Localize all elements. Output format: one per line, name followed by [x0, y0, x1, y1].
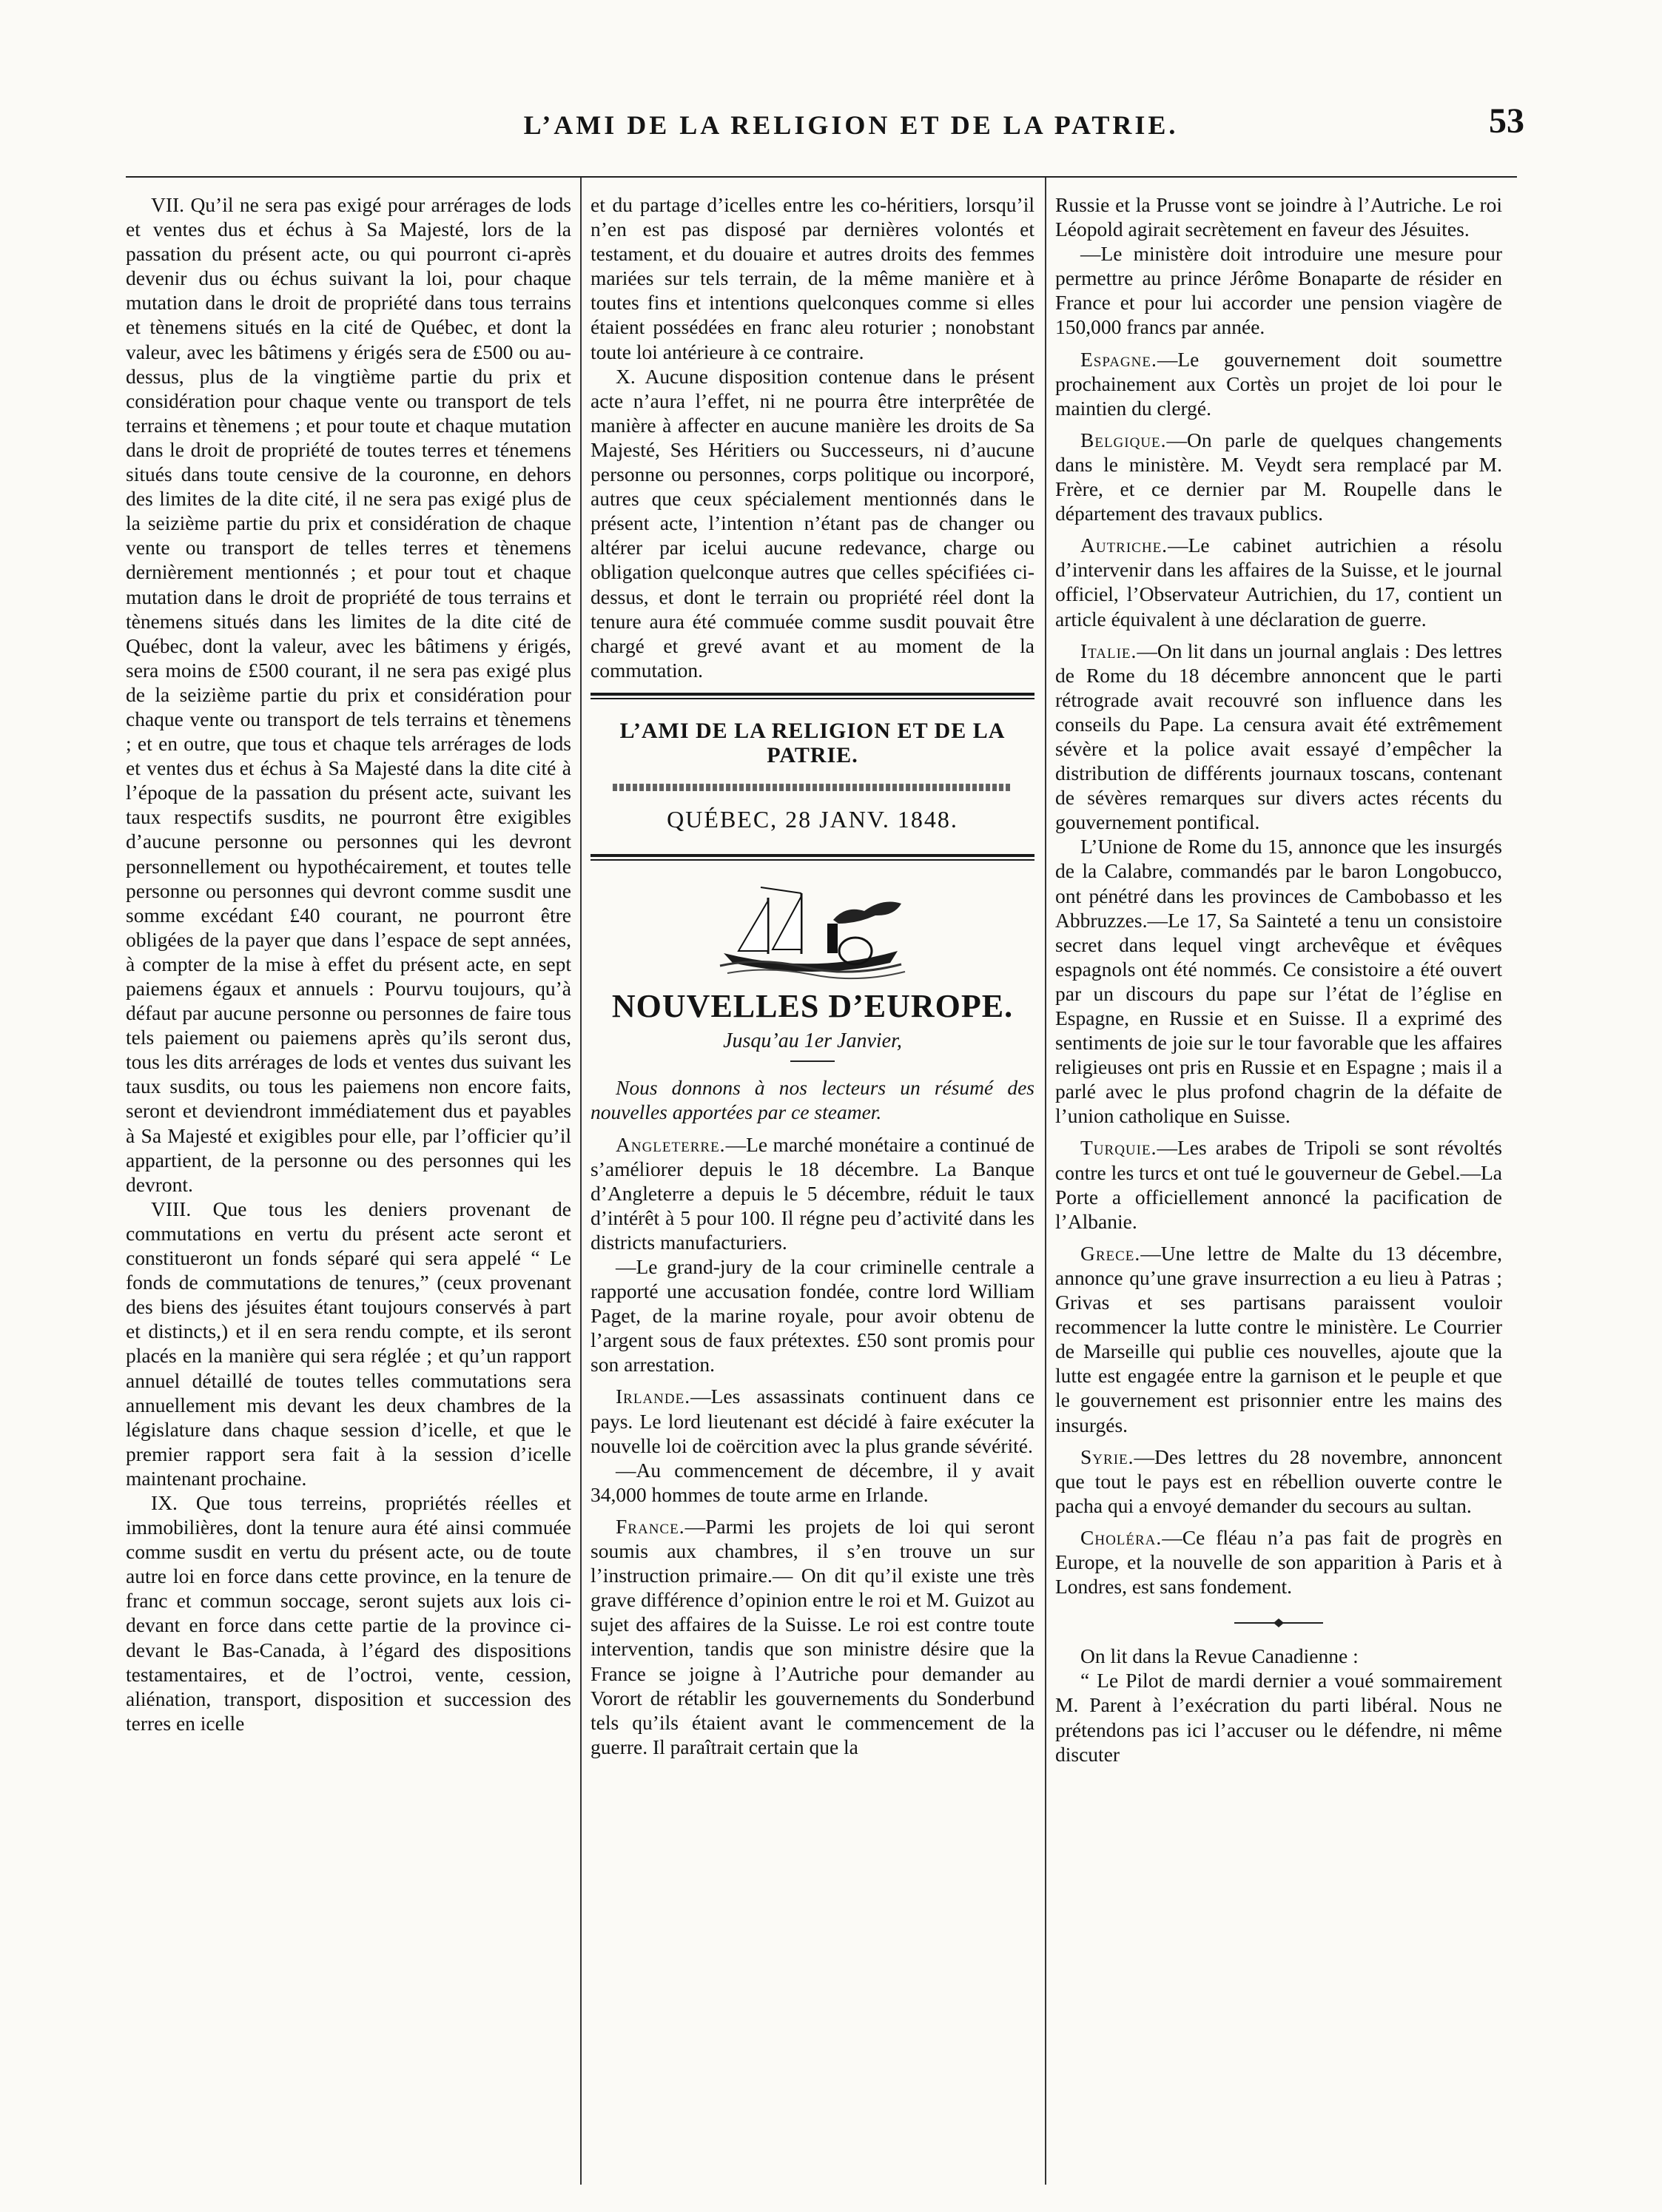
news-text: —Parmi les projets de loi qui seront soumis aux chambres, il s’en trouve un sur l’instruction primaire.— On dit qu’il existe une très grave différence d’opinion entre le roi et M. Guizot au sujet des affaires de la Suisse. Le roi est contre toute intervention, tandis que son ministre désire que la France se joigne à l’Autriche pour demander au Vorort de rétablir les gouvernements du Sonderbund tels qu’ils étaient avant le commencement de la guerre. Il paraîtrait certain que la	[591, 1514, 1034, 1758]
dateline-rule	[591, 854, 1034, 857]
header-rule	[126, 176, 1517, 178]
news-text: —Une lettre de Malte du 13 décembre, annonce qu’une grave insurrection a eu lieu à Patras ; Grivas et ses partisans paraissent vouloir recommencer la lutte contre le ministère. Le Courrier de Marseille qui publie ces nouvelles, ajoute que la lutte est engagée entre la garnison et le peuple et que le gouvernement est prisonnier entre les mains des insurgés.	[1055, 1241, 1502, 1436]
masthead: L’AMI DE LA RELIGION ET DE LA PATRIE.	[619, 718, 1006, 767]
news-text: L’Unione de Rome du 15, annonce que les insurgés de la Calabre, commandés par le baron Longobucco, ont pénétré dans les provinces de Cambobasso et les Abbruzzes.—Le 17, Sa Sainteté a tenu un consistoire secret dans lequel vingt archevêque et évêques espagnols ont été nommés. Ce consistoire a été ouvert par un discours du pape sur l’état de l’église en Espagne, en Russie et en Suisse. Il a exprimé des sentiments de joie sur le tour favorable que les affaires religieuses ont pris en Russie et en Espagne ; mais il a parlé avec le plus profond chagrin de la défaite de l’union catholique en Suisse.	[1055, 835, 1502, 1128]
dateline-rule-thin	[591, 859, 1034, 861]
news-text: —Le ministère doit introduire une mesure pour permettre au prince Jérôme Bonaparte de résider en France et pour lui accorder une pension viagère de 150,000 francs par année.	[1055, 242, 1502, 339]
news-text: —Le cabinet autrichien a résolu d’intervenir dans les affaires de la Suisse, et le journal officiel, l’Observateur Autrichien, du 17, contient un article équivalent à une déclaration de guerre.	[1055, 534, 1502, 631]
country-label: Turquie.	[1080, 1136, 1157, 1160]
column-3	[1055, 192, 1502, 2183]
masthead-rule-top	[591, 693, 1034, 696]
ornament-rule	[1234, 1618, 1323, 1628]
section-short-rule	[790, 1060, 835, 1062]
news-item-espagne	[1055, 347, 1502, 420]
steamship-illustration	[716, 883, 909, 986]
news-text: —Le grand-jury de la cour criminelle centrale a rapporté une accusation fondée, contre lord William Paget, de la marine royale, pour avoir obtenu de l’argent sous de faux prétextes. £50 sont promis pour son arrestation.	[591, 1255, 1034, 1376]
news-text: —Ce fléau n’a pas fait de progrès en Europe, et la nouvelle de son apparition à Paris et à Londres, est sans fondement.	[1055, 1525, 1502, 1599]
country-label: France.	[616, 1514, 685, 1538]
news-item-turquie	[1055, 1135, 1502, 1233]
dateline: QUÉBEC, 28 JANV. 1848.	[667, 806, 958, 833]
news-text: —Des lettres du 28 novembre, annoncent que tout le pays est en rébellion ouverte contre le pacha qui a envoyé demander du secours au sultan.	[1055, 1445, 1502, 1517]
news-text: —Les arabes de Tripoli se sont révoltés contre les turcs et ont tué le gouverneur de Gebel.—La Porte a officiellement annoncé la pacification de l’Albanie.	[1055, 1136, 1502, 1233]
revue-intro: On lit dans la Revue Canadienne :	[1080, 1644, 1359, 1668]
news-text: —Le gouvernement doit soumettre prochainement aux Cortès un projet de loi pour le maintien du clergé.	[1055, 347, 1502, 420]
news-text: Russie et la Prusse vont se joindre à l’Autriche. Le roi Léopold agirait secrètement en faveur des Jésuites.	[1055, 193, 1502, 241]
news-text: —Au commencement de décembre, il y avait 34,000 hommes de toute arme en Irlande.	[591, 1458, 1034, 1506]
running-title: L’AMI DE LA RELIGION ET DE LA PATRIE.	[523, 110, 1179, 140]
news-item-france	[591, 1514, 1034, 1759]
country-label: Syrie.	[1080, 1445, 1134, 1468]
column-rule-2	[1045, 178, 1046, 2185]
news-text: —On parle de quelques changements dans le ministère. M. Veydt sera remplacé par M. Frère, et ce dernier par M. Roupelle dans le département des travaux publics.	[1055, 428, 1502, 525]
news-item-italie	[1055, 639, 1502, 835]
news-item-grece	[1055, 1241, 1502, 1437]
country-label: Irlande.	[616, 1385, 691, 1408]
article-paragraph-ix: IX. Que tous terreins, propriétés réelles et immobilières, dont la tenure aura été ainsi commuée comme susdit en vertu du présent acte, ou de toute autre loi en force dans cette province, en la tenure de franc et commun soccage, seront sujets aux lois ci-devant en force dans cette partie de la province ci-devant le Bas-Canada, à l’égard des dispositions testamentaires, et de l’octroi, vente, cession, aliénation, transport, disposition et succession des terres en icelle	[126, 1490, 571, 1735]
news-intro: Nous donnons à nos lecteurs un résumé des nouvelles apportées par ce steamer.	[591, 1076, 1034, 1124]
news-text: —Les assassinats continuent dans ce pays. Le lord lieutenant est décidé à faire exécuter la nouvelle loi de coërcition avec la plus grande sévérité.	[591, 1385, 1034, 1457]
news-text: —On lit dans un journal anglais : Des lettres de Rome du 18 décembre annoncent que le parti rétrograde avait recouvré son influence dans les conseils du Pape. La censura avait été extrêmement sévère et la police avait essayé d’empêcher la distribution de différents journaux toscans, contenant de sévères remarques sur divers actes récents du gouvernement pontifical.	[1055, 639, 1502, 834]
news-item-irlande	[591, 1384, 1034, 1457]
news-item-irlande-2	[591, 1458, 1034, 1507]
news-item-syrie	[1055, 1445, 1502, 1518]
news-item-angleterre-2	[591, 1254, 1034, 1376]
country-label: Espagne.	[1080, 347, 1157, 371]
section-subtitle: Jusqu’au 1er Janvier,	[723, 1029, 902, 1053]
running-head	[118, 87, 1524, 147]
news-item-continuation	[1055, 192, 1502, 241]
article-paragraph-x: X. Aucune disposition contenue dans le présent acte n’aura l’effet, ni ne pourra être interprêtée de manière à affecter en aucune manière les droits de Sa Majesté, Ses Héritiers ou Successeurs, ni d’aucune personne ou personnes, corps politique ou incorporé, autres que ceux spécialement mentionnés dans le présent acte, l’intention n’étant pas de changer ou altérer par icelui aucune redevance, charge ou obligation quelconque autres que celles spécifiées ci-dessus, et dont le terrain ou propriété réel dont la tenure aura été commuée comme susdit pouvait être chargé et grevé avant et au moment de la commutation.	[591, 364, 1034, 682]
column-2	[591, 192, 1034, 2183]
country-label: Italie.	[1080, 639, 1137, 662]
country-label: Angleterre.	[616, 1132, 726, 1156]
news-item-autriche	[1055, 533, 1502, 631]
country-label: Autriche.	[1080, 534, 1168, 557]
news-item-belgique	[1055, 428, 1502, 525]
article-continuation: et du partage d’icelles entre les co-héritiers, lorsqu’il n’en est pas disposé par dernières volontés et testament, et du douaire et autres droits des femmes mariées sur tels terrain, de la même manière et à toutes fins et intentions quelconques comme si elles étaient possédées en franc aleu roturier ; nonobstant toute loi antérieure à ce contraire.	[591, 193, 1034, 363]
news-item-italie-2	[1055, 834, 1502, 1128]
article-paragraph-vii: VII. Qu’il ne sera pas exigé pour arrérages de lods et ventes dus et échus à Sa Majesté, lors de la passation du présent acte, ou qui pourront ci-après devenir dus ou échus suivant la loi, pour chaque mutation dans le droit de propriété dans tous terrains et tènemens situés en la cité de Québec, et dont la valeur, avec les bâtimens y érigés sera de £500 ou au-dessus, plus de la vingtième partie du prix et considération pour chaque vente ou transport de tels terrains et tènemens ; et pour toute et chaque mutation dans le droit de propriété de toutes terres et ténemens situés dans toute censive de la couronne, en dehors des limites de la dite cité, il ne sera pas exigé plus de la seizième partie du prix et considération de chaque vente ou transport de telles terres et tènemens dernièrement mentionnés ; et pour tout et chaque mutation dans le droit de propriété de tous terrains et tènemens situés dans les limites de la dite cité de Québec, dont la valeur, avec les bâtimens y érigés, sera moins de £500 courant, il ne sera pas exigé plus de la seizième partie du prix et considération pour chaque vente ou transport de tels terrains et tènemens ; et en outre, que tous et chaque tels arrérages de lods et ventes dus et échus à Sa Majesté dans la dite cité à l’époque de la passation du présent acte, suivant les taux respectifs susdits, ne pourront être exigibles d’aucune personne ou personnes qui les devront personnellement ou hypothécairement, et toutes telle personne ou personnes qui devront comme susdit une somme excédant £40 courant, ne pourront être obligées de la payer que dans l’espace de sept années, à compter de la mise à effet du présent acte, en sept paiemens égaux et annuels : Pourvu toujours, qu’à défaut par aucune personne ou personnes de faire tous tels paiement ou paiemens après qu’ils seront dus, tous les dits arrérages de lods et ventes dus suivant les taux susdits, ou tous les paiemens non encore faits, seront et deviendront immédiatement dus et payables à Sa Majesté et exigibles pour elle, par l’officier qu’il appartient, de la personne ou des personnes qui les devront.	[126, 193, 571, 1196]
country-label: Grece.	[1080, 1241, 1141, 1265]
revue-quote: “ Le Pilot de mardi dernier a voué sommairement M. Parent à l’exécration du parti libéral. Nous ne prétendons pas ici l’accuser ou le défendre, ni même discuter	[1055, 1669, 1502, 1766]
ornament-divider	[1055, 1610, 1502, 1635]
country-label: Choléra.	[1080, 1525, 1163, 1549]
news-item-cholera	[1055, 1525, 1502, 1599]
page-number: 53	[1489, 101, 1524, 141]
news-item-france-2	[1055, 241, 1502, 339]
column-rule-1	[580, 178, 582, 2185]
column-1	[126, 192, 571, 2183]
news-item-angleterre	[591, 1132, 1034, 1254]
wavy-rule	[613, 784, 1012, 791]
masthead-rule-top-thin	[591, 698, 1034, 699]
country-label: Belgique.	[1080, 428, 1167, 451]
section-title: NOUVELLES D’EUROPE.	[611, 988, 1014, 1025]
news-text: —Le marché monétaire a continué de s’améliorer depuis le 18 décembre. La Banque d’Angleterre a depuis le 5 décembre, réduit le taux d’intérêt à 5 pour 100. Il régne peu d’activité dans les districts manufacturiers.	[591, 1132, 1034, 1254]
article-paragraph-viii: VIII. Que tous les deniers provenant de commutations en vertu du présent acte seront et constitueront un fonds séparé qui sera appelé “ Le fonds de commutations de tenures,” (ceux provenant des biens des jésuites étant toujours conservés à part et distincts,) et il en sera rendu compte, et ils seront placés en la manière qui sera réglée ; et qu’un rapport annuel détaillé de toutes telles commutations sera annuellement mis devant les deux chambres de la législature dans chaque session d’icelle, et que le premier rapport sera fait à la session d’icelle maintenant prochaine.	[126, 1197, 571, 1490]
